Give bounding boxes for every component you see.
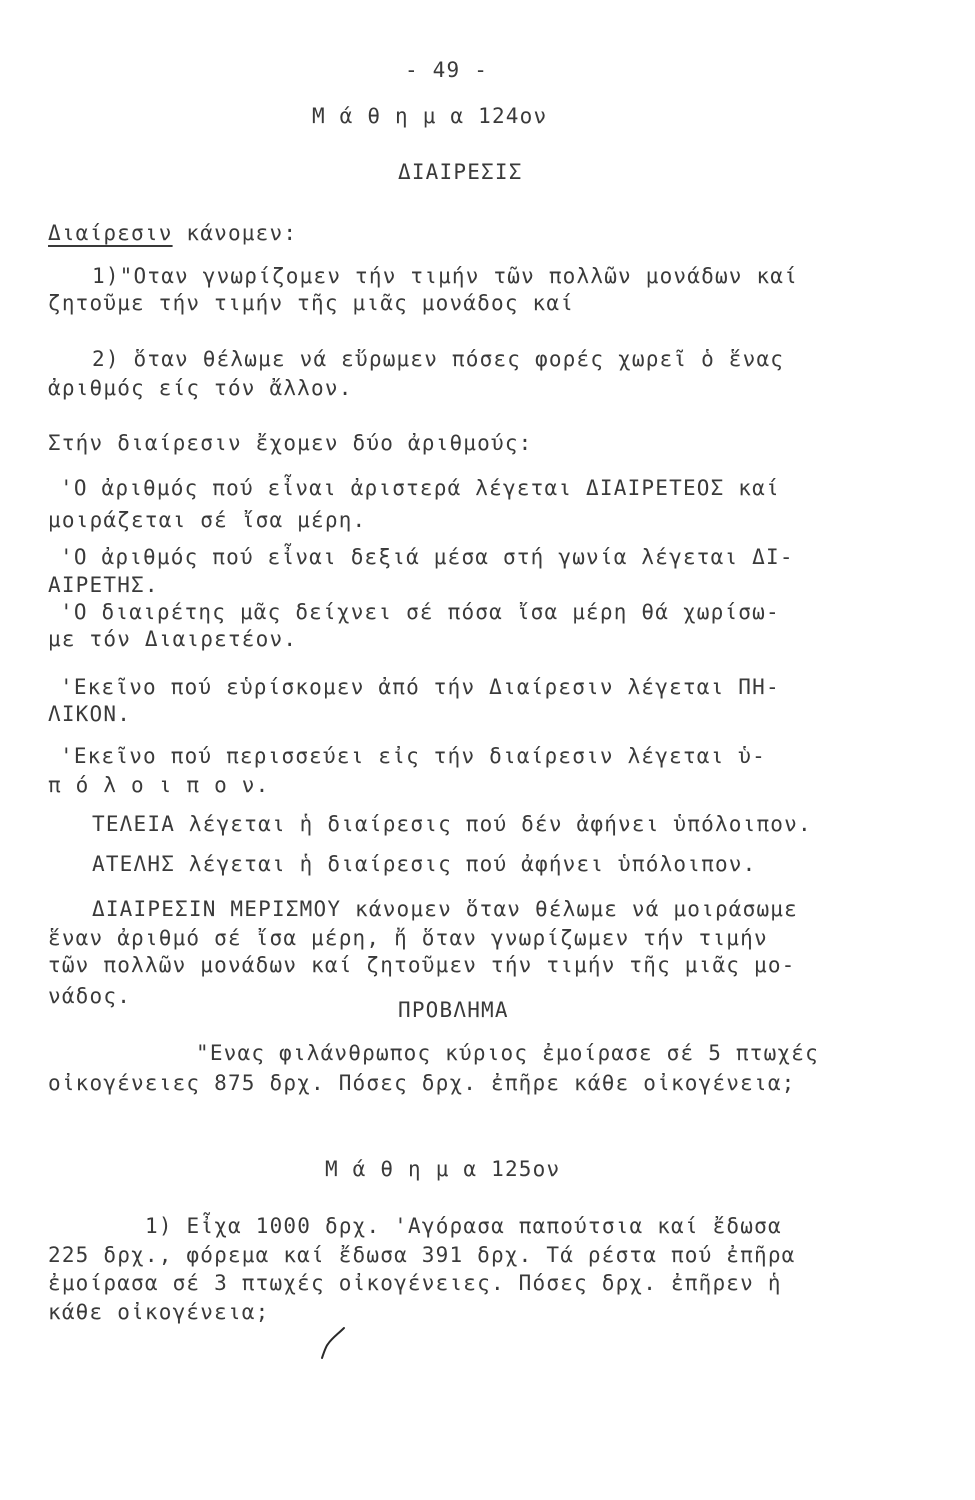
pen-mark xyxy=(318,1322,348,1362)
text-line: π ό λ ο ι π ο ν. xyxy=(48,773,270,797)
text-line: 'Ο ἀριθμός πού εἶναι ἀριστερά λέγεται ΔΙΑΙΡΕΤΕΟΣ καί xyxy=(60,476,780,500)
text-line: τῶν πολλῶν μονάδων καί ζητοῦμεν τήν τιμήν τῆς μιᾶς μο- xyxy=(48,953,796,977)
text-line: ΤΕΛΕΙΑ λέγεται ἡ διαίρεσις πού δέν ἀφήνει ὑπόλοιπον. xyxy=(92,812,812,836)
text-line: ἕναν ἀριθμό σέ ἴσα μέρη, ἤ ὅταν γνωρίζωμεν τήν τιμήν xyxy=(48,926,768,950)
text-line: μοιράζεται σέ ἴσα μέρη. xyxy=(48,508,367,532)
text-line: 2) ὅταν θέλωμε νά εὕρωμεν πόσες φορές χωρεῖ ὁ ἕνας xyxy=(92,347,785,371)
text-line: ζητοῦμε τήν τιμήν τῆς μιᾶς μονάδος καί xyxy=(48,291,575,315)
intro-line xyxy=(48,219,297,247)
text-line: νάδος. xyxy=(48,984,132,1008)
text-line: Στήν διαίρεσιν ἔχομεν δύο ἀριθμούς: xyxy=(48,431,533,455)
exercise-line: ἐμοίρασα σέ 3 πτωχές οἰκογένειες. Πόσες δρχ. ἐπῆρεν ἡ xyxy=(48,1271,782,1295)
text-line: 1)"Οταν γνωρίζομεν τήν τιμήν τῶν πολλῶν μονάδων καί xyxy=(92,264,798,288)
text-line: ΑΙΡΕΤΗΣ. xyxy=(48,573,159,597)
text-line: ΛΙΚΟΝ. xyxy=(48,702,132,726)
exercise-line: κάθε οἰκογένεια; xyxy=(48,1300,270,1324)
intro-rest-text: κάνομεν: xyxy=(172,221,298,245)
text-line: 'Εκεῖνο πού περισσεύει εἰς τήν διαίρεσιν λέγεται ὑ- xyxy=(60,744,766,768)
exercise-line: 225 δρχ., φόρεμα καί ἔδωσα 391 δρχ. Τά ρέστα πού ἐπῆρα xyxy=(48,1243,796,1267)
problem-line: οἰκογένειες 875 δρχ. Πόσες δρχ. ἐπῆρε κάθε οἰκογένεια; xyxy=(48,1071,796,1095)
text-line: ΔΙΑΙΡΕΣΙΝ ΜΕΡΙΣΜΟΥ κάνομεν ὅταν θέλωμε νά μοιράσωμε xyxy=(92,897,798,921)
text-line: 'Ο ἀριθμός πού εἶναι δεξιά μέσα στή γωνία λέγεται ΔΙ- xyxy=(60,545,794,569)
problem-line: "Ενας φιλάνθρωπος κύριος ἐμοίρασε σέ 5 πτωχές xyxy=(196,1041,819,1065)
lesson-title: Μ ά θ η μ α 124ον xyxy=(312,104,548,128)
text-line: 'Εκεῖνο πού εὑρίσκομεν ἀπό τήν Διαίρεσιν λέγεται ΠΗ- xyxy=(60,675,780,699)
text-line: 'Ο διαιρέτης μᾶς δείχνει σέ πόσα ἴσα μέρη θά χωρίσω- xyxy=(60,600,780,624)
section-heading: ΔΙΑΙΡΕΣΙΣ xyxy=(398,160,523,184)
text-line: ΑΤΕΛΗΣ λέγεται ἡ διαίρεσις πού ἀφήνει ὑπόλοιπον. xyxy=(92,852,757,876)
lesson-title: Μ ά θ η μ α 125ον xyxy=(325,1157,561,1181)
intro-underlined-word: Διαίρεσιν xyxy=(48,221,173,245)
exercise-line: 1) Εἶχα 1000 δρχ. 'Αγόρασα παπούτσια καί ἔδωσα xyxy=(145,1214,782,1238)
text-line: ἀριθμός είς τόν ἄλλον. xyxy=(48,376,353,400)
text-line: με τόν Διαιρετέον. xyxy=(48,627,298,651)
page-number: - 49 - xyxy=(405,58,489,82)
problem-heading: ΠΡΟΒΛΗΜΑ xyxy=(398,998,509,1022)
